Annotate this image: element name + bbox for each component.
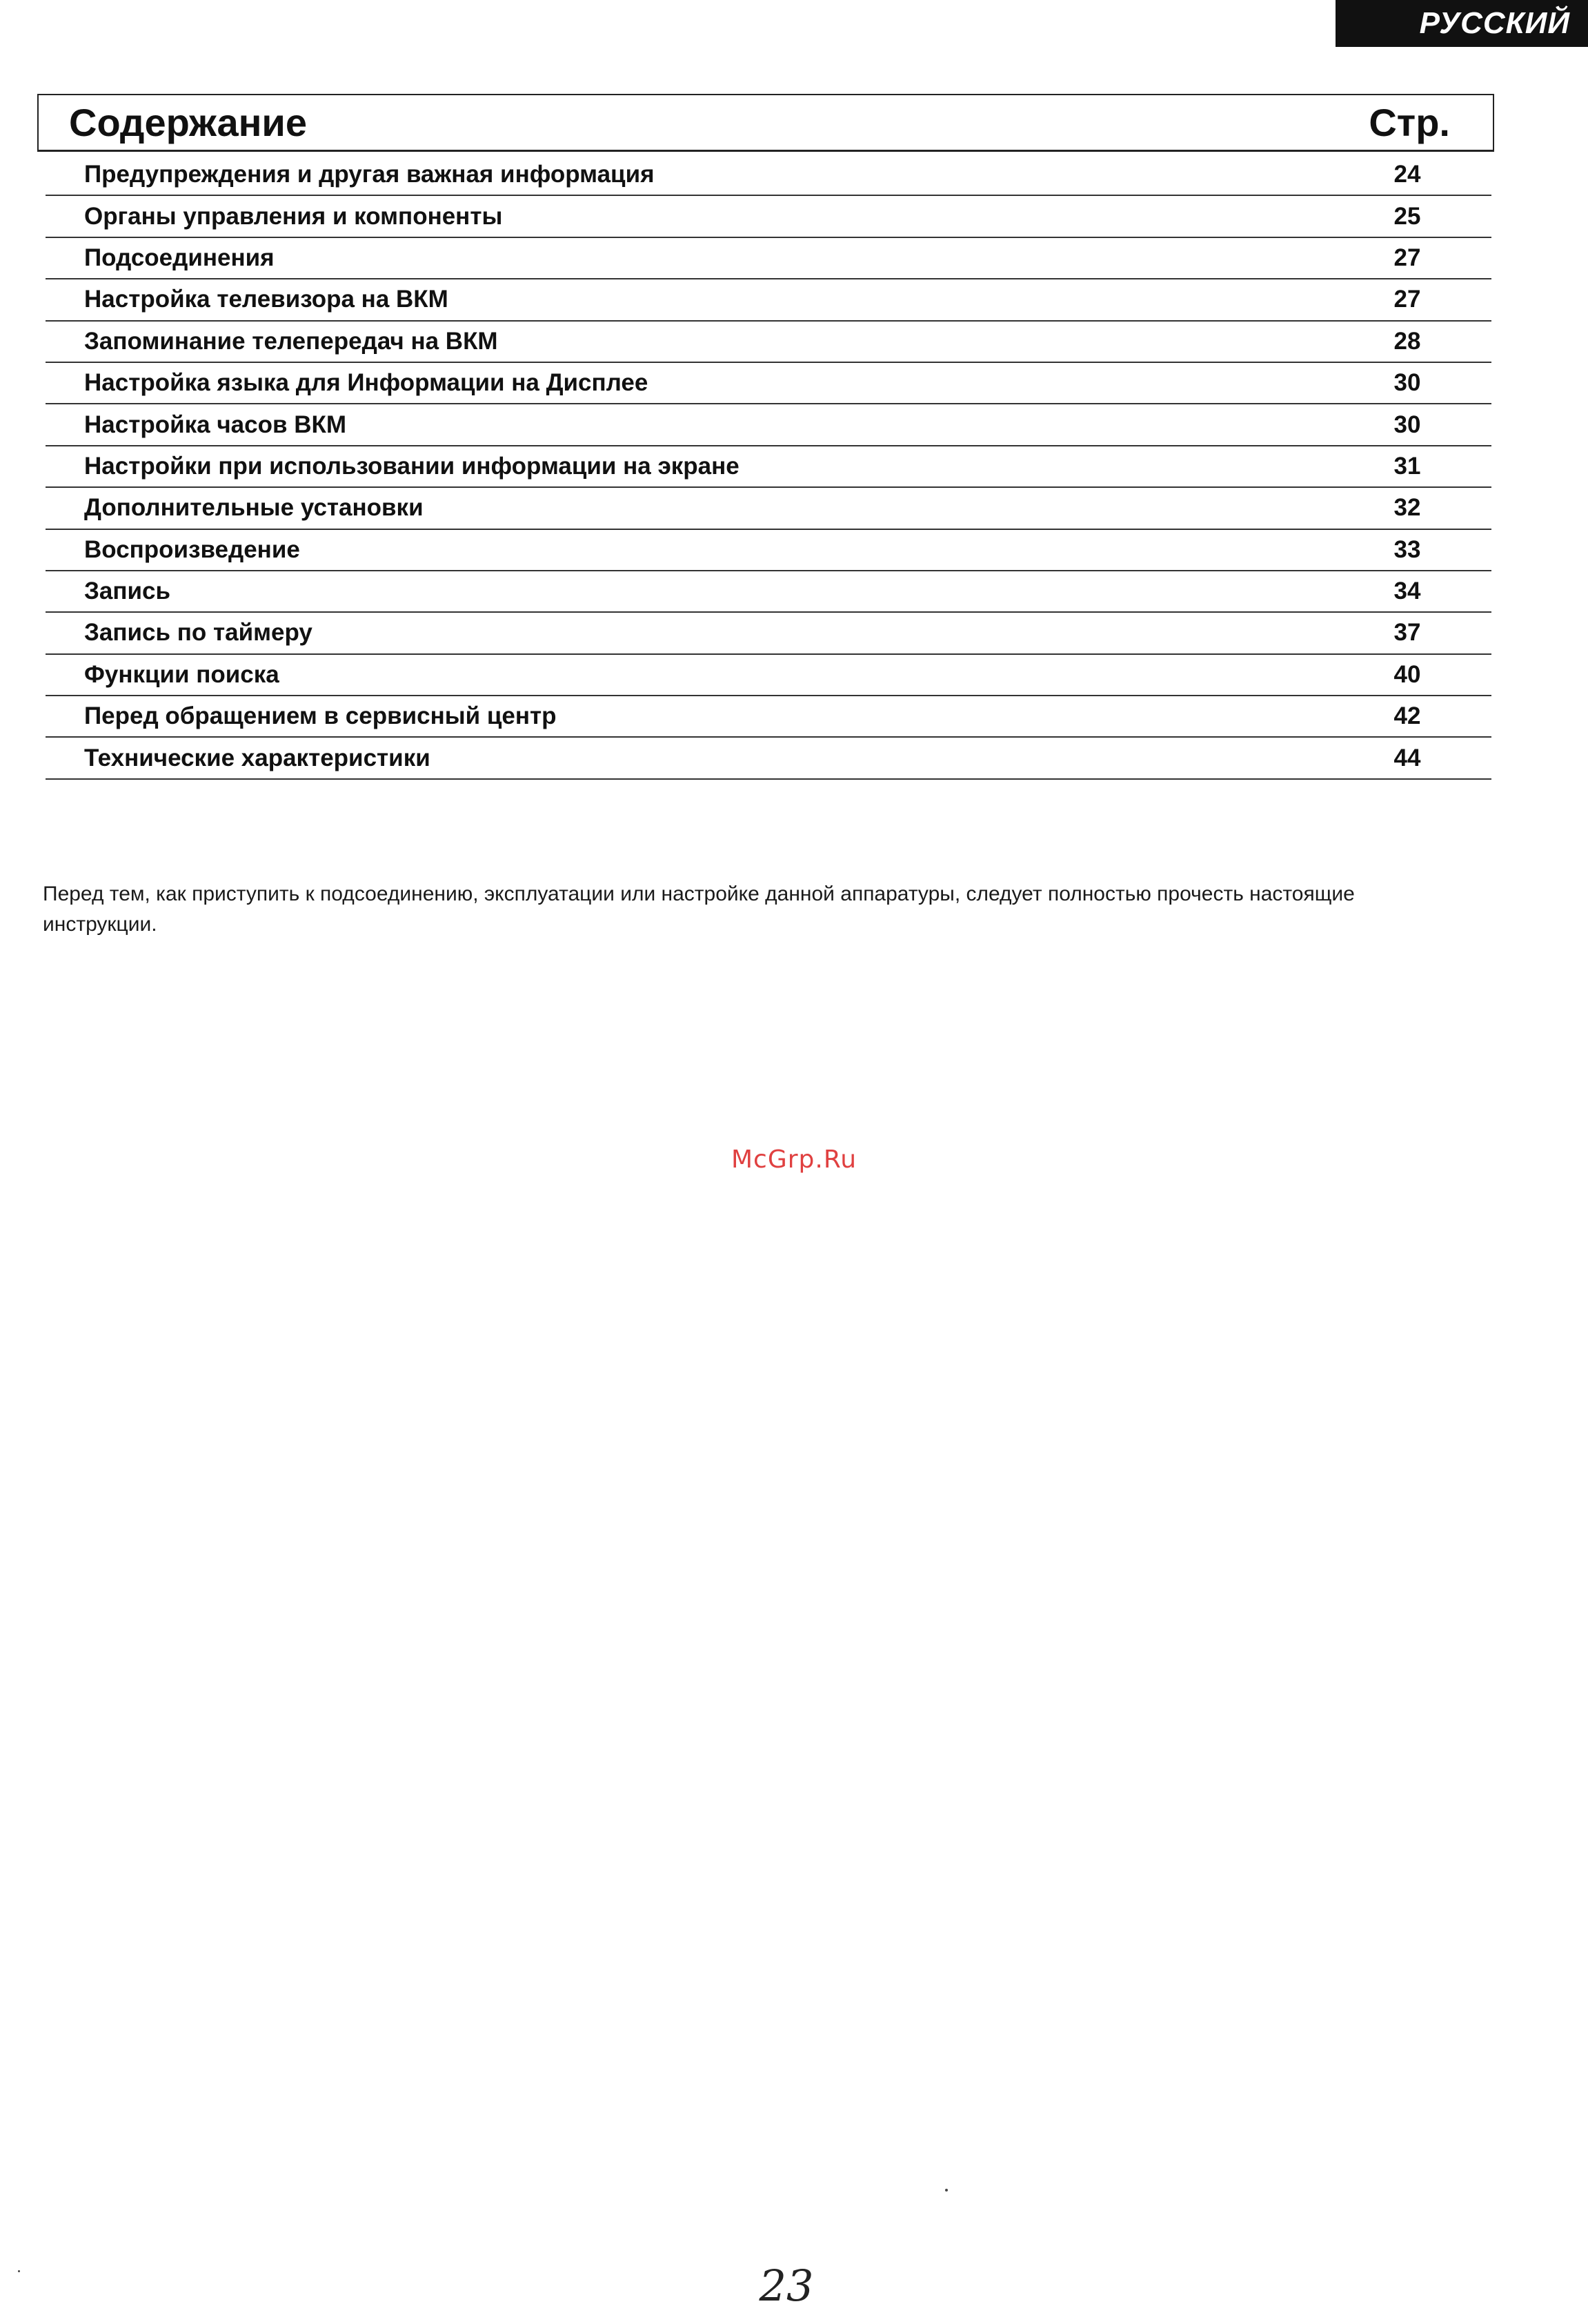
- toc-item-label: Воспроизведение: [84, 535, 300, 563]
- toc-item-page: 32: [1393, 494, 1421, 522]
- toc-item-page: 44: [1393, 744, 1421, 771]
- toc-item[interactable]: [46, 404, 1491, 446]
- toc-item[interactable]: [46, 322, 1491, 363]
- toc-item[interactable]: [46, 655, 1491, 696]
- toc-item[interactable]: [46, 363, 1491, 404]
- intro-paragraph: Перед тем, как приступить к подсоединению, эксплуатации или настройке данной аппаратуры, следует полностью прочесть настоящие инструкции.: [43, 883, 1355, 936]
- toc-item-page: 34: [1393, 578, 1421, 605]
- toc-item-label: Настройка часов ВКМ: [84, 411, 346, 438]
- toc-item-page: 42: [1393, 702, 1421, 730]
- toc-item-label: Перед обращением в сервисный центр: [84, 702, 557, 730]
- toc-item-page: 30: [1393, 369, 1421, 397]
- toc-item-label: Настройка языка для Информации на Дисплее: [84, 369, 648, 397]
- toc-item-label: Функции поиска: [84, 660, 279, 688]
- toc-item[interactable]: [46, 196, 1491, 237]
- toc-item[interactable]: [46, 613, 1491, 654]
- toc-item[interactable]: [46, 696, 1491, 738]
- page-number: 23: [759, 2261, 814, 2311]
- toc-item-page: 24: [1393, 161, 1421, 188]
- toc-item[interactable]: [46, 571, 1491, 613]
- toc-item[interactable]: [46, 238, 1491, 279]
- toc-item[interactable]: [46, 488, 1491, 529]
- toc-list: [46, 155, 1491, 780]
- toc-page-column-label: Стр.: [1369, 101, 1450, 144]
- toc-item-page: 27: [1393, 244, 1421, 271]
- toc-item-label: Предупреждения и другая важная информация: [84, 161, 655, 188]
- toc-item-label: Запись: [84, 578, 171, 605]
- toc-item[interactable]: [46, 738, 1491, 779]
- scan-speck: [945, 2189, 948, 2192]
- toc-title: Содержание: [69, 101, 307, 144]
- toc-item-label: Технические характеристики: [84, 744, 430, 771]
- toc-item-label: Подсоединения: [84, 244, 275, 271]
- toc-item-label: Настройка телевизора на ВКМ: [84, 286, 448, 313]
- watermark[interactable]: McGrp.Ru: [731, 1145, 857, 1174]
- toc-item-page: 37: [1393, 619, 1421, 647]
- toc-header: [37, 94, 1494, 152]
- toc-item-page: 30: [1393, 411, 1421, 438]
- toc-item[interactable]: [46, 446, 1491, 488]
- toc-item-page: 28: [1393, 327, 1421, 355]
- toc-item-page: 40: [1393, 660, 1421, 688]
- toc-item-label: Запоминание телепередач на ВКМ: [84, 327, 498, 355]
- toc-item-page: 33: [1393, 535, 1421, 563]
- toc-item-page: 25: [1393, 202, 1421, 230]
- scan-speck: [18, 2270, 20, 2272]
- language-tab: РУССКИЙ: [1336, 0, 1588, 47]
- toc-item-label: Органы управления и компоненты: [84, 202, 503, 230]
- toc-item-page: 27: [1393, 286, 1421, 313]
- toc-item-label: Запись по таймеру: [84, 619, 312, 647]
- toc-item-label: Настройки при использовании информации на экране: [84, 452, 740, 480]
- toc-item-label: Дополнительные установки: [84, 494, 424, 522]
- toc-item[interactable]: [46, 530, 1491, 571]
- toc-item-page: 31: [1393, 452, 1421, 480]
- toc-item[interactable]: [46, 155, 1491, 196]
- toc-item[interactable]: [46, 279, 1491, 321]
